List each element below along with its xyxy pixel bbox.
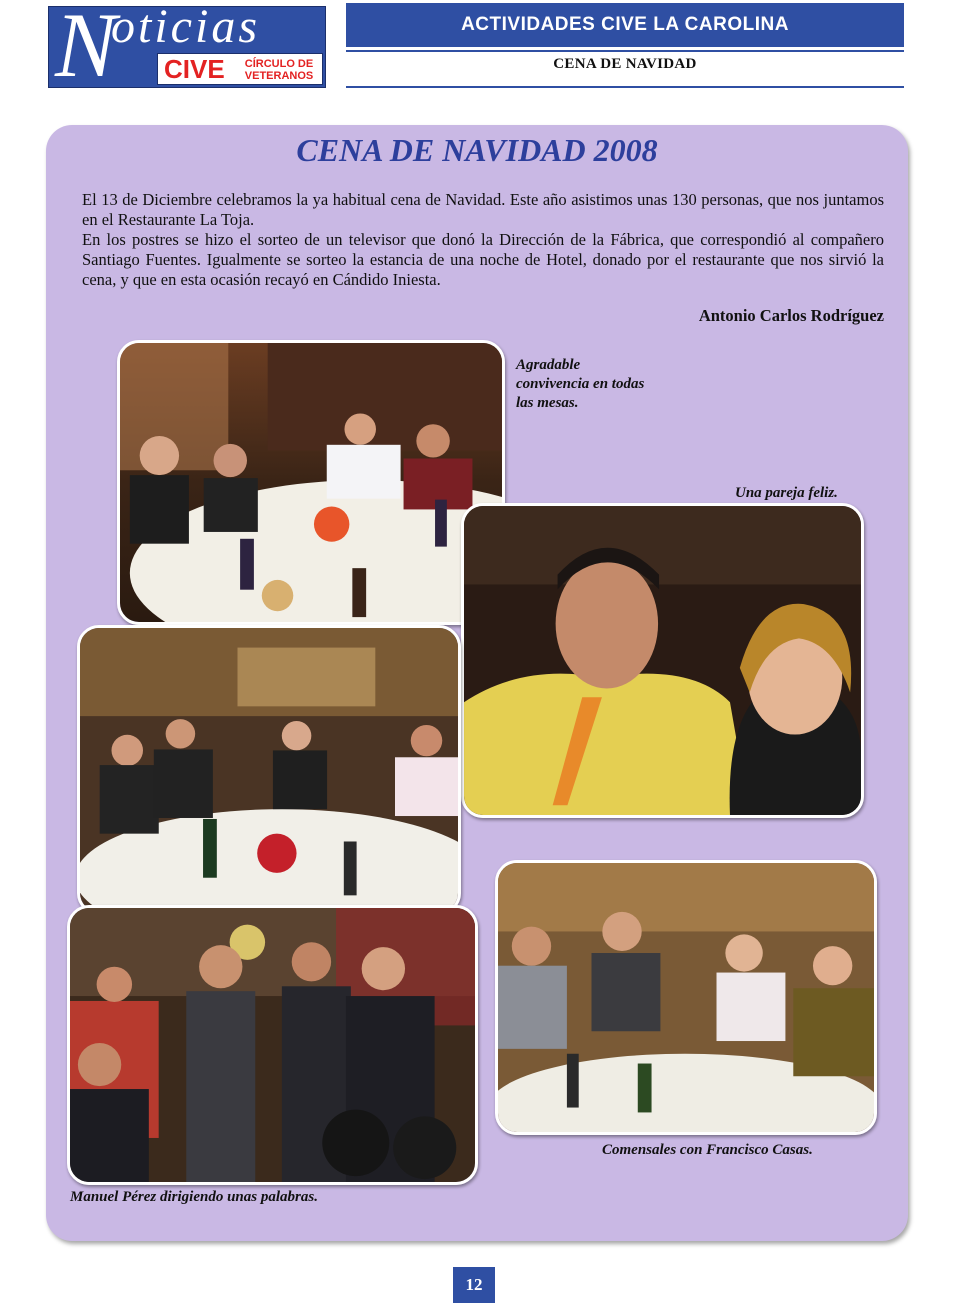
logo-cive-strip xyxy=(157,53,323,85)
photo-table-group xyxy=(77,625,461,915)
logo-cive: CIVE xyxy=(164,54,225,84)
photo-couple xyxy=(461,503,864,818)
article-body xyxy=(82,190,884,290)
photo-manuel-perez xyxy=(67,905,478,1185)
caption-photo-5: Manuel Pérez dirigiendo unas palabras. xyxy=(70,1189,318,1205)
header-divider xyxy=(346,50,904,52)
caption-photo-2: Una pareja feliz. xyxy=(735,485,838,501)
header-divider xyxy=(346,86,904,88)
section-label: CENA DE NAVIDAD xyxy=(553,56,697,72)
article-author: Antonio Carlos Rodríguez xyxy=(698,306,884,325)
header-band-title: ACTIVIDADES CIVE LA CAROLINA xyxy=(346,3,904,47)
article-paragraph: En los postres se hizo el sorteo de un televisor que donó la Dirección de la Fábrica, que correspondió al compañero Santiago Fuentes. Igualmente se sorteo la estancia de una noche de Hotel, donado por el restaurante que nos sirvió la cena, y que en esta ocasión recayó en Cándido Iniesta. xyxy=(82,230,884,289)
article-title: CENA DE NAVIDAD 2008 xyxy=(296,132,658,168)
page-number: 12 xyxy=(453,1267,495,1303)
logo-word: oticias xyxy=(111,0,260,53)
caption-photo-1: Agradable convivencia en todas las mesas. xyxy=(516,357,645,411)
logo-subtitle: CÍRCULO DE VETERANOS xyxy=(244,58,314,82)
logo-initial: N xyxy=(55,0,117,96)
caption-photo-4: Comensales con Francisco Casas. xyxy=(602,1142,813,1158)
photo-diners-francisco xyxy=(495,860,877,1135)
noticias-logo xyxy=(48,0,326,96)
photo-dinner-table xyxy=(117,340,505,625)
article-paragraph: El 13 de Diciembre celebramos la ya habitual cena de Navidad. Este año asistimos unas 130 personas, que nos juntamos en el Restaurante La Toja. xyxy=(82,190,884,229)
